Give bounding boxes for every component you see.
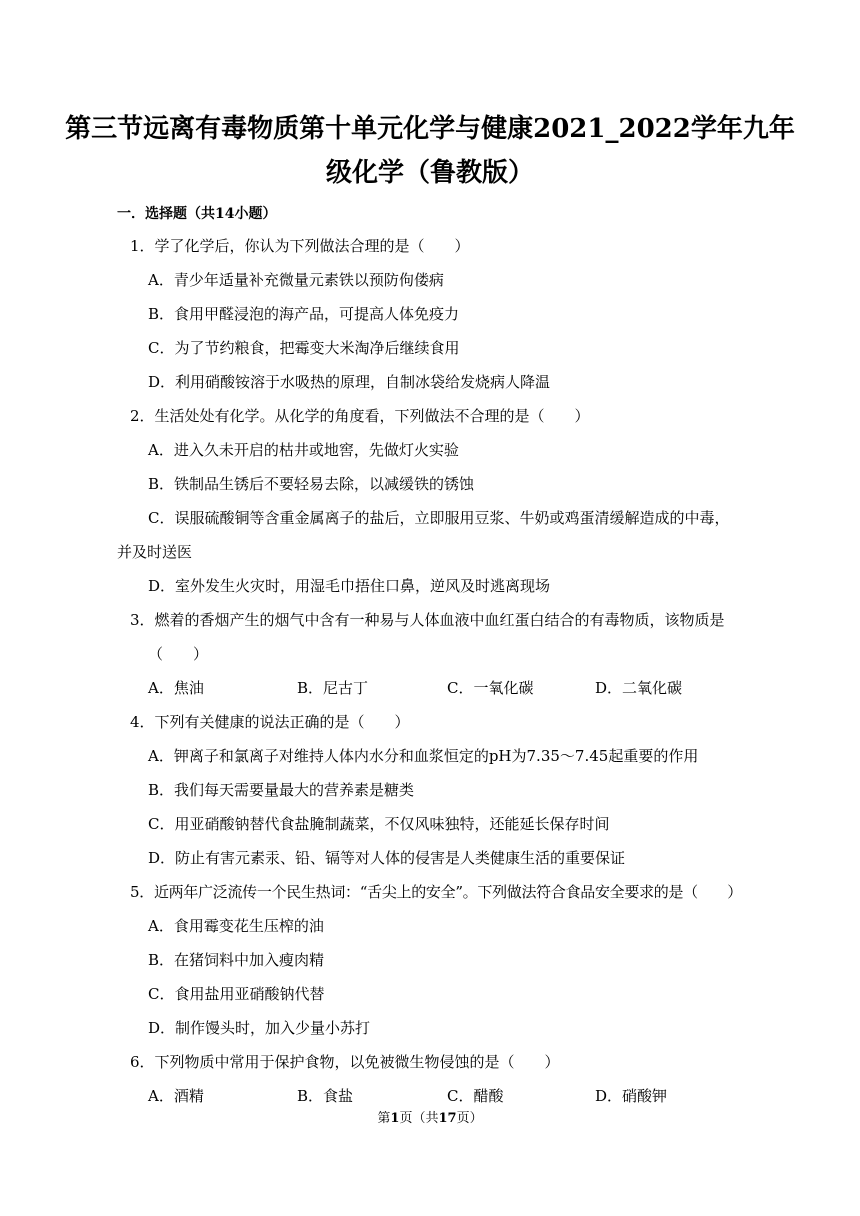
- question-5-stem: 5．近两年广泛流传一个民生热词：“舌尖上的安全”。下列做法符合食品安全要求的是（ ）: [130, 883, 742, 901]
- footer-middle: 页（共: [399, 1111, 439, 1126]
- question-4-option-b: B．我们每天需要量最大的营养素是糖类: [148, 781, 415, 799]
- question-1-stem: 1．学了化学后，你认为下列做法合理的是（ ）: [130, 237, 470, 255]
- page-footer: [0, 1110, 860, 1128]
- question-2-option-c: C．误服硫酸铜等含重金属离子的盐后，立即服用豆浆、牛奶或鸡蛋清缓解造成的中毒，: [148, 509, 730, 527]
- question-1-option-c: C．为了节约粮食，把霉变大米淘净后继续食用: [148, 339, 460, 357]
- question-3-stem: 3．燃着的香烟产生的烟气中含有一种易与人体血液中血红蛋白结合的有毒物质，该物质是: [130, 611, 725, 629]
- question-4-option-c: C．用亚硝酸钠替代食盐腌制蔬菜，不仅风味独特，还能延长保存时间: [148, 815, 610, 833]
- question-1-option-d: D．利用硝酸铵溶于水吸热的原理，自制冰袋给发烧病人降温: [148, 373, 551, 391]
- question-5-option-a: A．食用霉变花生压榨的油: [148, 917, 324, 935]
- question-4-option-a: A．钾离子和氯离子对维持人体内水分和血浆恒定的pH为7.35～7.45起重要的作用: [148, 747, 699, 765]
- question-3-option-d: D．二氧化碳: [595, 679, 683, 697]
- document-title-line-2: 级化学（鲁教版）: [325, 158, 534, 188]
- question-6-option-c: C．醋酸: [447, 1087, 504, 1105]
- question-6-option-b: B．食盐: [297, 1087, 354, 1105]
- footer-suffix: 页）: [456, 1111, 483, 1126]
- question-4-stem: 4．下列有关健康的说法正确的是（ ）: [130, 713, 410, 731]
- question-2-option-d: D．室外发生火灾时，用湿毛巾捂住口鼻，逆风及时逃离现场: [148, 577, 551, 595]
- question-2-option-c-continued: 并及时送医: [117, 543, 193, 561]
- question-2-option-a: A．进入久未开启的枯井或地窖，先做灯火实验: [148, 441, 459, 459]
- question-6-stem: 6．下列物质中常用于保护食物，以免被微生物侵蚀的是（ ）: [130, 1053, 560, 1071]
- page-total: 17: [438, 1111, 457, 1126]
- question-1-option-b: B．食用甲醛浸泡的海产品，可提高人体免疫力: [148, 305, 460, 323]
- question-3-option-c: C．一氧化碳: [447, 679, 534, 697]
- question-1-option-a: A．青少年适量补充微量元素铁以预防佝偻病: [148, 271, 444, 289]
- section-heading: 一．选择题（共14小题）: [117, 206, 277, 222]
- question-6-option-a: A．酒精: [148, 1087, 204, 1105]
- question-4-option-d: D．防止有害元素汞、铅、镉等对人体的侵害是人类健康生活的重要保证: [148, 849, 626, 867]
- question-2-stem: 2．生活处处有化学。从化学的角度看，下列做法不合理的是（ ）: [130, 407, 590, 425]
- question-5-option-b: B．在猪饲料中加入瘦肉精: [148, 951, 325, 969]
- page-number: 1: [390, 1111, 400, 1126]
- question-3-option-b: B．尼古丁: [297, 679, 369, 697]
- question-3-option-a: A．焦油: [148, 679, 204, 697]
- question-5-option-d: D．制作馒头时，加入少量小苏打: [148, 1019, 371, 1037]
- question-6-option-d: D．硝酸钾: [595, 1087, 668, 1105]
- question-5-option-c: C．食用盐用亚硝酸钠代替: [148, 985, 325, 1003]
- question-2-option-b: B．铁制品生锈后不要轻易去除，以减缓铁的锈蚀: [148, 475, 475, 493]
- document-title-line-1: 第三节远离有毒物质第十单元化学与健康2021_2022学年九年: [65, 114, 795, 144]
- footer-prefix: 第: [377, 1111, 391, 1126]
- question-3-stem-continued: （ ）: [148, 645, 209, 663]
